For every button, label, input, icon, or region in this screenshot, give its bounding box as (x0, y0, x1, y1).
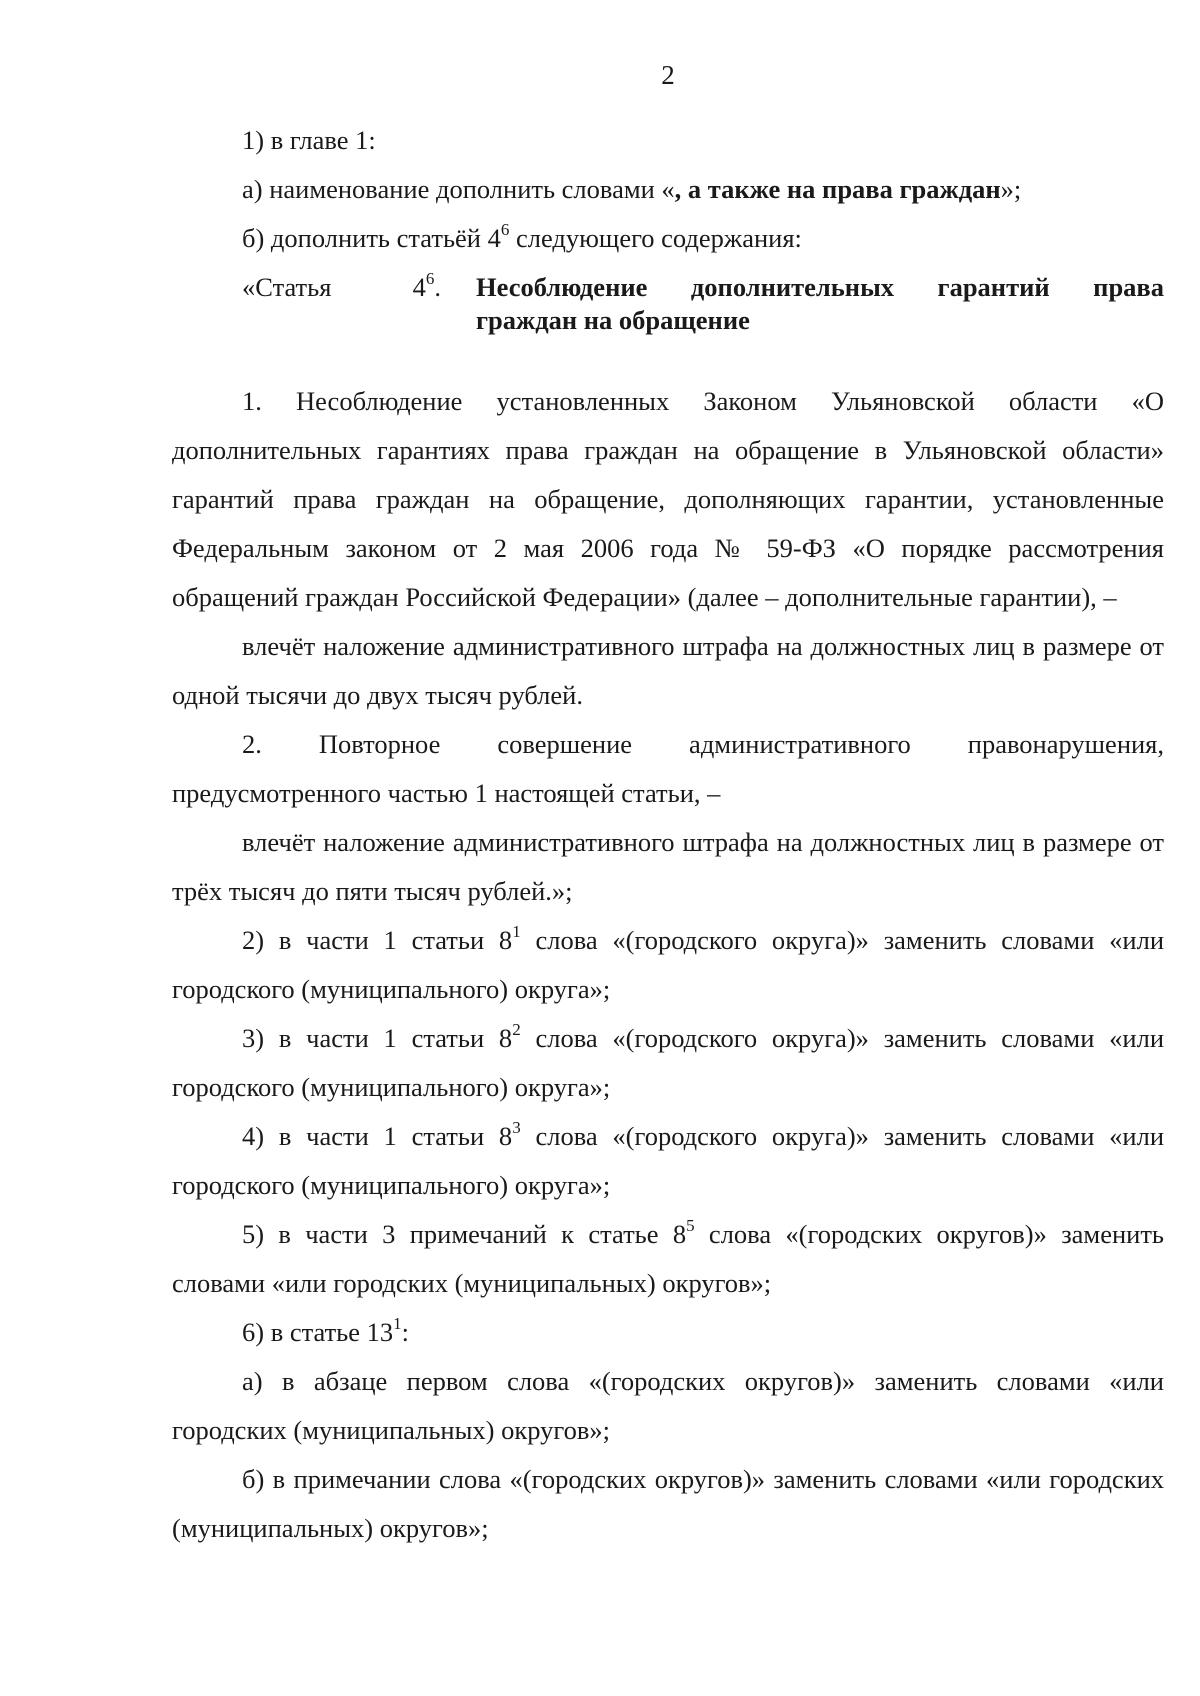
item-1b (172, 214, 1164, 263)
item-6 (172, 1308, 1164, 1357)
item-3-text: 3) в части 1 статьи 8 (242, 1023, 513, 1053)
page-number: 2 (661, 60, 675, 90)
item-4-text: 4) в части 1 статьи 8 (242, 1121, 513, 1151)
item-2-tail: слова «(городского округа)» заменить словами «или городского (муниципального) округа»; (172, 925, 1164, 1004)
item-5 (172, 1210, 1164, 1308)
item-3-superscript: 2 (512, 1020, 521, 1040)
article-part-2-sanction: влечёт наложение административного штрафа на должностных лиц в размере от трёх тысяч до пяти тысяч рублей.»; (172, 827, 1164, 906)
item-1-text: 1) в главе 1: (242, 125, 376, 155)
article-number-base: 4 (412, 272, 426, 302)
article-title-line-1: Несоблюдение дополнительных гарантий права (476, 272, 1164, 302)
item-1b-superscript: 6 (500, 220, 510, 240)
item-6-superscript: 1 (393, 1314, 402, 1334)
item-5-tail: слова «(городских округов)» заменить словами «или городских (муниципальных) округов»; (172, 1219, 1164, 1298)
item-1-heading (172, 116, 1164, 165)
article-label (242, 271, 476, 337)
item-1a-text: а) наименование дополнить словами « (242, 174, 675, 204)
item-6b: б) в примечании слова «(городских округов)» заменить словами «или городских (муниципальных) округов»; (172, 1464, 1164, 1543)
item-1b-text: б) дополнить статьёй 4 (242, 223, 501, 253)
article-part-1: 1. Несоблюдение установленных Законом Ульяновской области «О дополнительных гарантиях права граждан на обращение в Ульяновской области» гарантий права граждан на обращение, дополняющих гарантии, установленные Федеральным законом от 2 мая 2006 года № 59-ФЗ «О порядке рассмотрения обращений граждан Российской Федерации» (далее – дополнительные гарантии), – (172, 386, 1164, 612)
article-title-line-2: граждан на обращение (476, 305, 750, 335)
item-2 (172, 916, 1164, 1014)
article-number-dot: . (434, 272, 441, 302)
article-heading (242, 263, 1164, 337)
item-6a: а) в абзаце первом слова «(городских округов)» заменить словами «или городских (муниципальных) округов»; (172, 1366, 1164, 1445)
article-number-superscript: 6 (425, 269, 435, 289)
item-1a-bold-text: , а также на права граждан (674, 174, 1001, 204)
document-body (172, 116, 1164, 1553)
article-number (413, 271, 441, 337)
item-5-text: 5) в части 3 примечаний к статье 8 (242, 1219, 687, 1249)
item-5-superscript: 5 (686, 1216, 695, 1236)
item-3 (172, 1014, 1164, 1112)
article-part-2: 2. Повторное совершение административного правонарушения, предусмотренного частью 1 настоящей статьи, – (172, 729, 1164, 808)
item-1b-tail: следующего содержания: (509, 223, 802, 253)
item-4-tail: слова «(городского округа)» заменить словами «или городского (муниципального) округа»; (172, 1121, 1164, 1200)
item-4 (172, 1112, 1164, 1210)
item-2-superscript: 1 (512, 922, 521, 942)
article-title (476, 271, 1164, 337)
article-part-1-sanction: влечёт наложение административного штрафа на должностных лиц в размере от одной тысячи до двух тысяч рублей. (172, 631, 1164, 710)
article-word: «Статья (242, 272, 332, 302)
item-2-text: 2) в части 1 статьи 8 (242, 925, 513, 955)
item-1a (172, 165, 1164, 214)
item-4-superscript: 3 (512, 1118, 521, 1138)
item-6-tail: : (401, 1317, 410, 1347)
item-6-text: 6) в статье 13 (242, 1317, 394, 1347)
item-1a-tail: »; (1000, 174, 1022, 204)
item-3-tail: слова «(городского округа)» заменить словами «или городского (муниципального) округа»; (172, 1023, 1164, 1102)
